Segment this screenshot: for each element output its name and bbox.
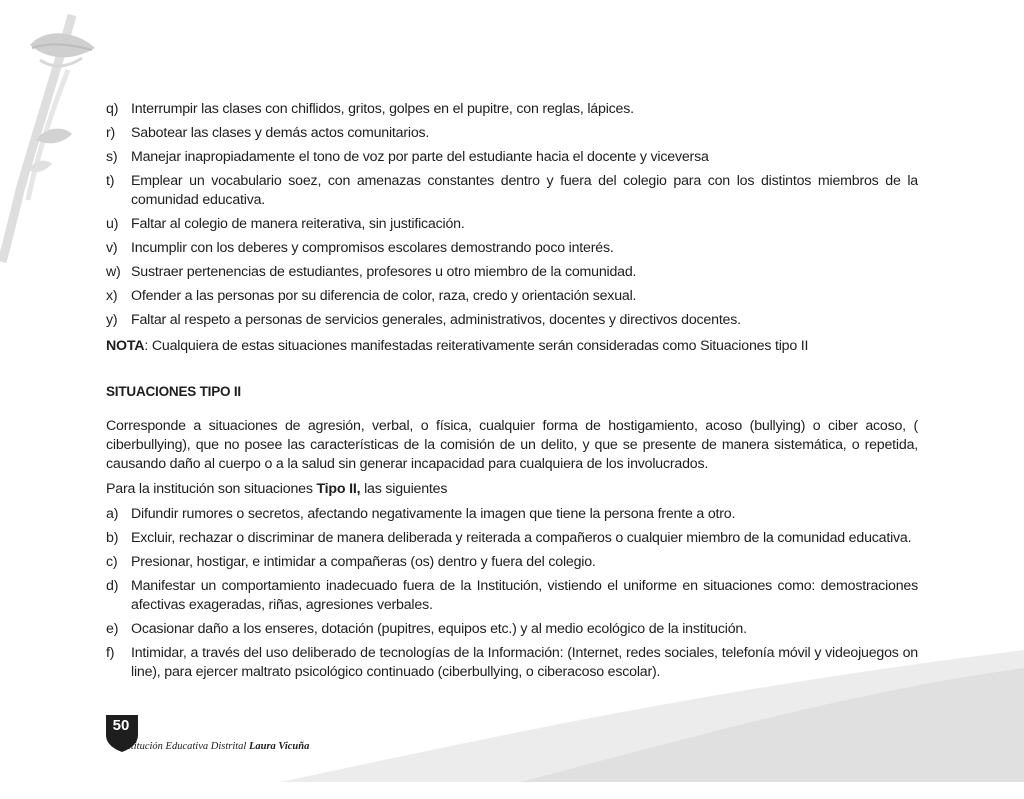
- list-marker: w): [106, 264, 121, 280]
- list-text: Excluir, rechazar o discriminar de manera deliberada y reiterada a compañeros o cualquier miembro de la comunidad educativa.: [131, 530, 912, 546]
- list-text: Sustraer pertenencias de estudiantes, profesores u otro miembro de la comunidad.: [131, 264, 637, 280]
- intro-text: Para la institución son situaciones: [106, 481, 317, 497]
- list-item: [106, 239, 918, 258]
- list-marker: f): [106, 645, 115, 661]
- list-item: [106, 124, 918, 143]
- list-item: [106, 553, 918, 572]
- list-marker: e): [106, 621, 119, 637]
- list-item: [106, 263, 918, 282]
- list-item: [106, 529, 918, 548]
- list-item: [106, 148, 918, 167]
- intro-bold: Tipo II,: [316, 481, 361, 497]
- list-item: [106, 311, 918, 330]
- list-item: [106, 215, 918, 234]
- list-text: Intimidar, a través del uso deliberado de tecnologías de la Información: (Internet, redes sociales, telefonía móvil y videojuegos on line), para ejercer maltrato psicológico continuado (ciberbullying, o ciberacoso escolar).: [131, 645, 918, 680]
- list-text: Interrumpir las clases con chiflidos, gritos, golpes en el pupitre, con reglas, lápices.: [131, 101, 634, 117]
- list-marker: v): [106, 240, 118, 256]
- list-situations-type-i: [106, 100, 918, 330]
- list-marker: d): [106, 578, 119, 594]
- list-marker: c): [106, 554, 118, 570]
- list-text: Incumplir con los deberes y compromisos escolares demostrando poco interés.: [131, 240, 614, 256]
- main-content: [106, 100, 918, 687]
- list-text: Ocasionar daño a los enseres, dotación (pupitres, equipos etc.) y al medio ecológico de la institución.: [131, 621, 747, 637]
- list-marker: r): [106, 125, 116, 141]
- list-text: Presionar, hostigar, e intimidar a compañeras (os) dentro y fuera del colegio.: [131, 554, 596, 570]
- list-item: [106, 644, 918, 682]
- note-text: : Cualquiera de estas situaciones manifestadas reiterativamente serán consideradas como Situaciones tipo II: [144, 338, 809, 354]
- list-text: Sabotear las clases y demás actos comunitarios.: [131, 125, 430, 141]
- list-intro: [106, 480, 918, 499]
- list-marker: s): [106, 149, 118, 165]
- list-item: [106, 287, 918, 306]
- note-label: NOTA: [106, 338, 145, 354]
- list-text: Emplear un vocabulario soez, con amenazas constantes dentro y fuera del colegio para con los distintos miembros de la comunidad educativa.: [131, 173, 918, 208]
- footer-institution: [118, 741, 309, 752]
- list-text: Ofender a las personas por su diferencia de color, raza, credo y orientación sexual.: [131, 288, 637, 304]
- list-marker: a): [106, 506, 119, 522]
- list-item: [106, 620, 918, 639]
- list-text: Faltar al colegio de manera reiterativa, sin justificación.: [131, 216, 465, 232]
- description-paragraph: Corresponde a situaciones de agresión, verbal, o física, cualquier forma de hostigamiento, acoso (bullying) o ciber acoso, ( ciberbullying), que no posee las características de la comisión de un delito, y que se presente de manera sistemática, o repetida, causando daño al cuerpo o a la salud sin generar incapacidad para cualquiera de los involucrados.: [106, 418, 918, 472]
- list-text: Manifestar un comportamiento inadecuado fuera de la Institución, vistiendo el uniforme en situaciones como: demostraciones afectivas exageradas, riñas, agresiones verbales.: [131, 578, 918, 613]
- list-item: [106, 577, 918, 615]
- list-marker: y): [106, 312, 118, 328]
- note: [106, 337, 918, 356]
- list-text: Difundir rumores o secretos, afectando negativamente la imagen que tiene la persona frente a otro.: [131, 506, 736, 522]
- list-text: Manejar inapropiadamente el tono de voz por parte del estudiante hacia el docente y viceversa: [131, 149, 709, 165]
- list-item: [106, 100, 918, 119]
- footer-prefix: Institución Educativa Distrital: [118, 741, 249, 752]
- footer-name: Laura Vicuña: [248, 741, 310, 752]
- list-marker: q): [106, 101, 119, 117]
- list-marker: b): [106, 530, 119, 546]
- list-text: Faltar al respeto a personas de servicios generales, administrativos, docentes y directivos docentes.: [131, 312, 741, 328]
- section-heading: SITUACIONES TIPO II: [106, 384, 241, 399]
- list-marker: t): [106, 173, 115, 189]
- list-marker: u): [106, 216, 119, 232]
- list-item: [106, 505, 918, 524]
- page-number: 50: [112, 717, 130, 734]
- intro-text-end: las siguientes: [360, 481, 448, 497]
- list-situations-type-ii: [106, 505, 918, 682]
- list-item: [106, 172, 918, 210]
- list-marker: x): [106, 288, 118, 304]
